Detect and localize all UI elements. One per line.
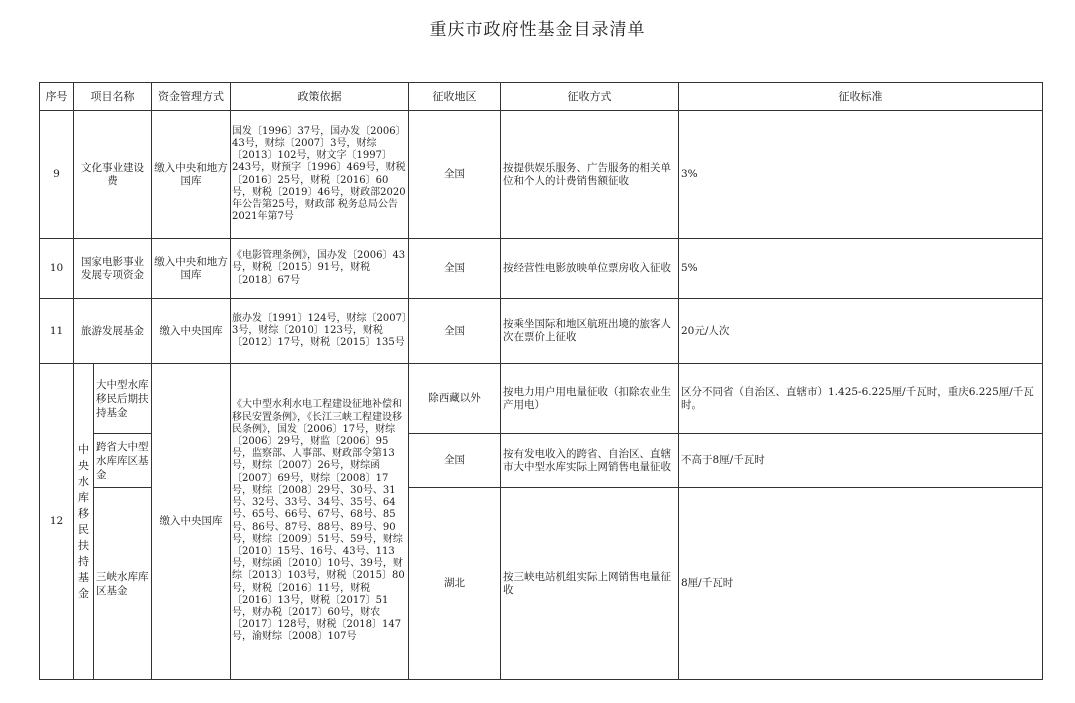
row-standard: 5% bbox=[679, 239, 1043, 299]
sub-fund-name: 三峡水库库区基金 bbox=[94, 488, 152, 680]
row-name: 文化事业建设费 bbox=[74, 111, 152, 239]
sub-region: 除西藏以外 bbox=[409, 364, 501, 434]
sub-standard: 8厘/千瓦时 bbox=[679, 488, 1043, 680]
sub-region: 全国 bbox=[409, 434, 501, 488]
row-seq: 12 bbox=[40, 364, 74, 680]
table-row bbox=[40, 299, 1043, 364]
table-row bbox=[40, 364, 1043, 434]
table-row bbox=[40, 239, 1043, 299]
row-mgmt: 缴入中央和地方国库 bbox=[152, 111, 231, 239]
header-method: 征收方式 bbox=[501, 83, 679, 111]
row-name: 国家电影事业发展专项资金 bbox=[74, 239, 152, 299]
row-policy: 国发〔1996〕37号，国办发〔2006〕43号，财综〔2007〕3号，财综〔2013〕102号，财文字〔1997〕243号，财预字〔1996〕469号，财税〔2016〕25号，财税〔2016〕60号，财税〔2019〕46号，财政部2020年公告第25号，财政部 税务总局公告2021年第7号 bbox=[231, 111, 409, 239]
header-name: 项目名称 bbox=[74, 83, 152, 111]
table-row bbox=[40, 111, 1043, 239]
row-policy: 《电影管理条例》，国办发〔2006〕43号，财税〔2015〕91号，财税〔2018〕67号 bbox=[231, 239, 409, 299]
row-standard: 20元/人次 bbox=[679, 299, 1043, 364]
sub-region: 湖北 bbox=[409, 488, 501, 680]
sub-method: 按电力用户用电量征收（扣除农业生产用电） bbox=[501, 364, 679, 434]
row-seq: 10 bbox=[40, 239, 74, 299]
group-name: 中央水库移民扶持基金 bbox=[78, 442, 89, 600]
row-seq: 9 bbox=[40, 111, 74, 239]
sub-method: 按有发电收入的跨省、自治区、直辖市大中型水库实际上网销售电量征收 bbox=[501, 434, 679, 488]
row-method: 按提供娱乐服务、广告服务的相关单位和个人的计费销售额征收 bbox=[501, 111, 679, 239]
row-policy: 旅办发〔1991〕124号，财综〔2007〕3号，财综〔2010〕123号，财税〔2012〕17号，财税〔2015〕135号 bbox=[231, 299, 409, 364]
sub-fund-name: 大中型水库移民后期扶持基金 bbox=[94, 364, 152, 434]
header-policy: 政策依据 bbox=[231, 83, 409, 111]
row-seq: 11 bbox=[40, 299, 74, 364]
row-mgmt: 缴入中央国库 bbox=[152, 299, 231, 364]
row-region: 全国 bbox=[409, 299, 501, 364]
sub-fund-name: 跨省大中型水库库区基金 bbox=[94, 434, 152, 488]
table-header-row bbox=[40, 83, 1043, 111]
row-mgmt: 缴入中央和地方国库 bbox=[152, 239, 231, 299]
row-standard: 3% bbox=[679, 111, 1043, 239]
row-region: 全国 bbox=[409, 239, 501, 299]
group-name-cell bbox=[74, 364, 94, 680]
row-policy: 《大中型水利水电工程建设征地补偿和移民安置条例》，《长江三峡工程建设移民条例》，国发〔2006〕17号，财综〔2006〕29号，财监〔2006〕95号，监察部、人事部、财政部令第13号，财综〔2007〕26号，财综函〔2007〕69号，财综〔2008〕17号，财综〔2008〕29号、30号、31号、32号、33号、34号、35号、64号、65号、66号、67号、68号、85号、86号、87号、88号、89号、90号，财综〔2009〕51号、59号，财综〔2010〕15号、16号、43号、113号，财综函〔2010〕10号、39号，财综〔2013〕103号，财税〔2015〕80号，财税〔2016〕11号，财税〔2016〕13号，财税〔2017〕51号，财办税〔2017〕60号，财农〔2017〕128号，财税〔2018〕147号，渝财综〔2008〕107号 bbox=[231, 364, 409, 680]
sub-method: 按三峡电站机组实际上网销售电量征收 bbox=[501, 488, 679, 680]
row-mgmt: 缴入中央国库 bbox=[152, 364, 231, 680]
page-title: 重庆市政府性基金目录清单 bbox=[429, 20, 646, 40]
row-method: 按乘坐国际和地区航班出境的旅客人次在票价上征收 bbox=[501, 299, 679, 364]
row-name: 旅游发展基金 bbox=[74, 299, 152, 364]
sub-standard: 不高于8厘/千瓦时 bbox=[679, 434, 1043, 488]
row-region: 全国 bbox=[409, 111, 501, 239]
header-region: 征收地区 bbox=[409, 83, 501, 111]
fund-catalog-table bbox=[39, 82, 1043, 680]
sub-standard: 区分不同省（自治区、直辖市）1.425-6.225厘/千瓦时，重庆6.225厘/千瓦时。 bbox=[679, 364, 1043, 434]
header-seq: 序号 bbox=[40, 83, 74, 111]
header-mgmt: 资金管理方式 bbox=[152, 83, 231, 111]
header-standard: 征收标准 bbox=[679, 83, 1043, 111]
row-method: 按经营性电影放映单位票房收入征收 bbox=[501, 239, 679, 299]
